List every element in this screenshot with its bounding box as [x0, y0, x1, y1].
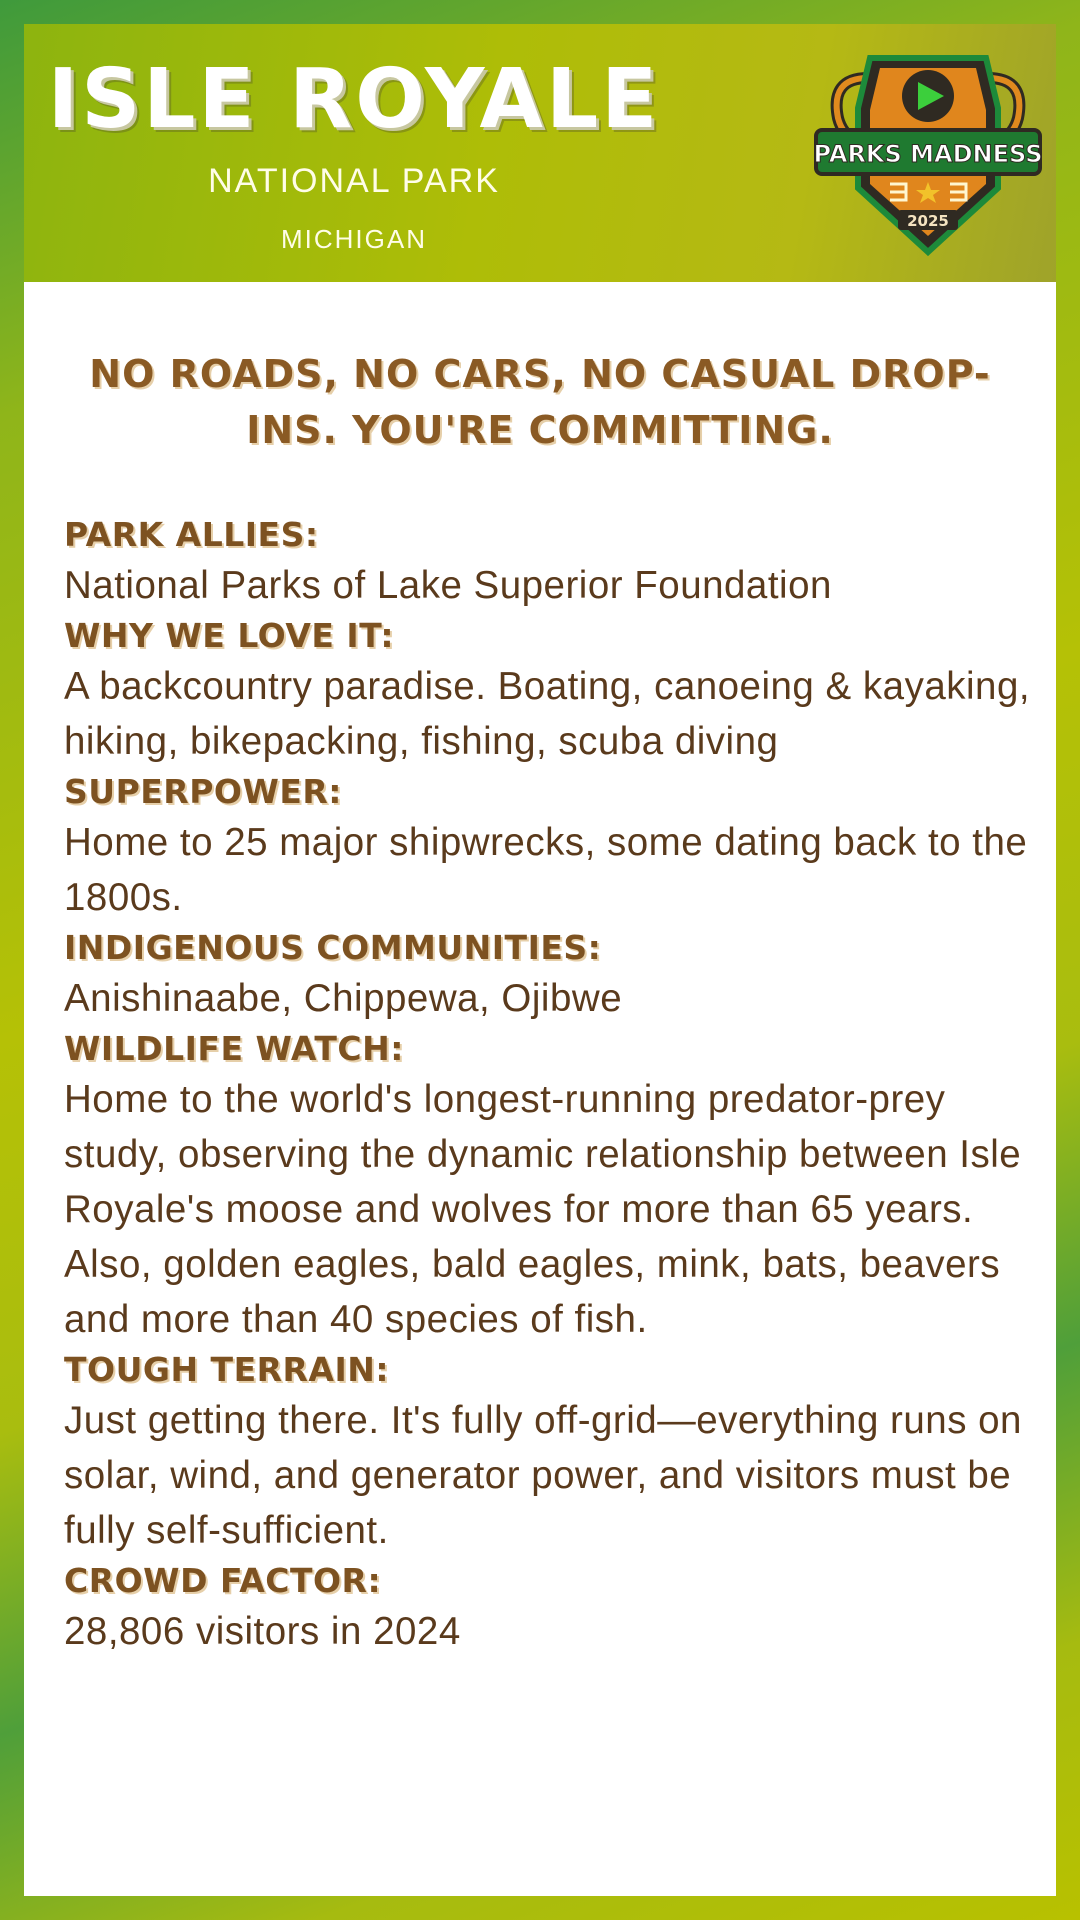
section-text: Home to the world's longest-running predator-prey study, observing the dynamic relationship between Isle Royale's moose and wolves for more than 65 years. Also, golden eagles, bald eagles, mink, bats, beavers and more than 40 species of fish. — [64, 1078, 1022, 1341]
section-label: INDIGENOUS COMMUNITIES: — [64, 928, 602, 967]
section-crowd-factor — [64, 1558, 1036, 1659]
header-banner — [24, 24, 1056, 282]
section-text: Anishinaabe, Chippewa, Ojibwe — [64, 977, 623, 1020]
logo-text: PARKS MADNESS — [813, 140, 1043, 168]
section-indigenous-communities — [64, 925, 1036, 1026]
section-text: National Parks of Lake Superior Foundation — [64, 564, 832, 607]
section-label: SUPERPOWER: — [64, 772, 342, 811]
section-label: TOUGH TERRAIN: — [64, 1350, 390, 1389]
tagline: NO ROADS, NO CARS, NO CASUAL DROP-INS. YOU'RE COMMITTING. — [89, 352, 991, 452]
section-label: WILDLIFE WATCH: — [64, 1029, 404, 1068]
content-panel — [24, 282, 1056, 1896]
section-label: CROWD FACTOR: — [64, 1561, 382, 1600]
park-title: ISLE ROYALE — [47, 52, 661, 147]
section-label: WHY WE LOVE IT: — [64, 616, 395, 655]
section-park-allies — [64, 512, 1036, 613]
section-text: Home to 25 major shipwrecks, some dating back to the 1800s. — [64, 821, 1028, 919]
section-text: A backcountry paradise. Boating, canoeing & kayaking, hiking, bikepacking, fishing, scuba diving — [64, 665, 1031, 763]
section-why-we-love-it — [64, 613, 1036, 769]
section-superpower — [64, 769, 1036, 925]
section-wildlife-watch — [64, 1026, 1036, 1347]
logo-year: 2025 — [907, 212, 949, 230]
trophy-shield-logo — [810, 38, 1046, 260]
poster-frame — [24, 24, 1056, 1896]
section-text: Just getting there. It's fully off-grid—everything runs on solar, wind, and generator power, and visitors must be fully self-sufficient. — [64, 1399, 1022, 1552]
park-state: MICHIGAN — [281, 224, 427, 254]
park-subtitle: NATIONAL PARK — [208, 162, 500, 200]
section-label: PARK ALLIES: — [64, 515, 319, 554]
section-tough-terrain — [64, 1347, 1036, 1558]
details-list — [64, 512, 1036, 1659]
section-text: 28,806 visitors in 2024 — [64, 1610, 461, 1653]
